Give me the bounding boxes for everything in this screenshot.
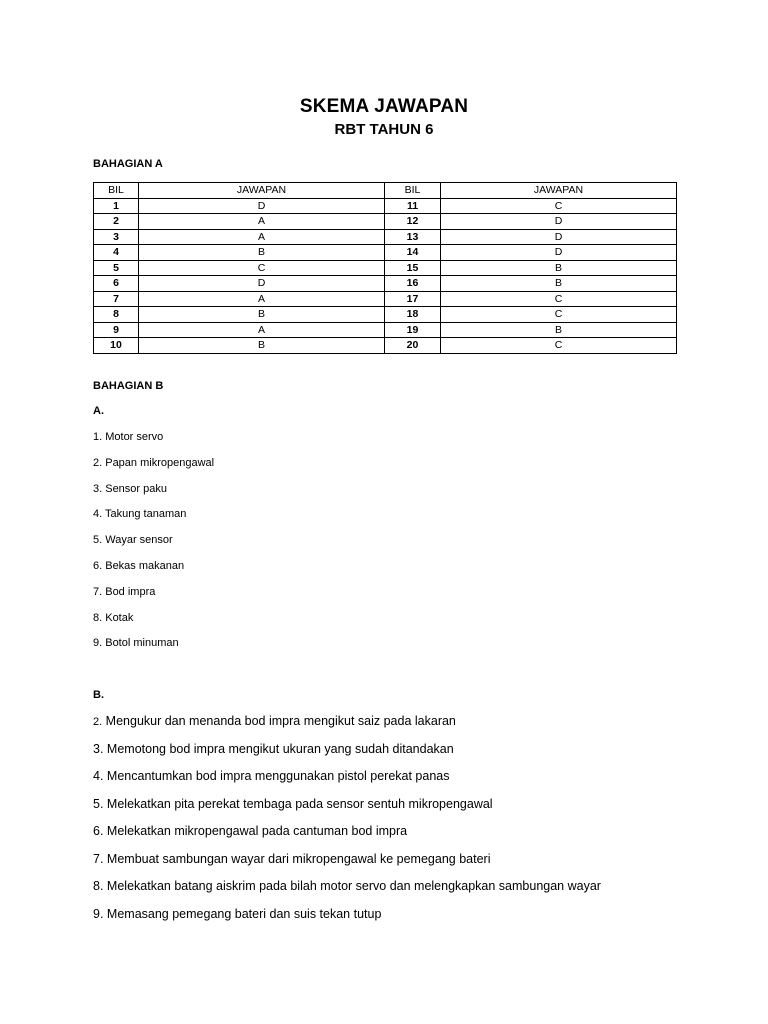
table-row: [94, 307, 677, 323]
list-item: 3. Sensor paku: [93, 482, 167, 495]
bil-cell: 13: [385, 229, 441, 245]
list-item: [93, 768, 601, 796]
bil-cell: 2: [94, 214, 139, 230]
part-a-label: A.: [93, 405, 104, 417]
list-item: [93, 713, 601, 741]
table-row: [94, 322, 677, 338]
answer-cell: C: [441, 307, 677, 323]
list-item: [93, 796, 601, 824]
table-row: [94, 229, 677, 245]
section-b-label: BAHAGIAN B: [93, 380, 164, 392]
list-item: 7. Bod impra: [93, 585, 156, 598]
answer-cell: B: [441, 322, 677, 338]
bil-cell: 17: [385, 291, 441, 307]
step-number: 9.: [93, 906, 104, 921]
bil-cell: 8: [94, 307, 139, 323]
list-item: 6. Bekas makanan: [93, 559, 185, 572]
step-text: Melekatkan mikropengawal pada cantuman bod impra: [106, 824, 408, 838]
bil-cell: 16: [385, 276, 441, 292]
step-text: Mencantumkan bod impra menggunakan pistol perekat panas: [106, 769, 450, 783]
table-row: [94, 276, 677, 292]
table-row: [94, 214, 677, 230]
step-number: 5.: [93, 796, 104, 811]
header-bil-2: BIL: [385, 183, 441, 199]
answer-cell: B: [441, 260, 677, 276]
answer-cell: B: [139, 307, 385, 323]
answer-cell: C: [441, 291, 677, 307]
table-row: [94, 291, 677, 307]
list-item: 5. Wayar sensor: [93, 534, 173, 547]
list-item: [93, 823, 601, 851]
step-number: 4.: [93, 769, 104, 783]
bil-cell: 6: [94, 276, 139, 292]
bil-cell: 7: [94, 291, 139, 307]
bil-cell: 3: [94, 229, 139, 245]
answer-cell: A: [139, 322, 385, 338]
step-number: 8.: [93, 879, 104, 893]
part-b-list: [93, 713, 601, 933]
answer-cell: C: [441, 198, 677, 214]
step-number: 2.: [93, 716, 103, 728]
answer-cell: C: [139, 260, 385, 276]
section-a-label: BAHAGIAN A: [93, 158, 163, 170]
answer-cell: A: [139, 214, 385, 230]
answer-cell: D: [139, 198, 385, 214]
bil-cell: 15: [385, 260, 441, 276]
table-row: [94, 338, 677, 354]
bil-cell: 4: [94, 245, 139, 261]
step-text: Melekatkan batang aiskrim pada bilah motor servo dan melengkapkan sambungan wayar: [106, 879, 601, 893]
step-number: 6.: [93, 824, 104, 838]
answer-table: [93, 182, 677, 354]
list-item: 1. Motor servo: [93, 431, 164, 443]
page-title: SKEMA JAWAPAN: [299, 96, 469, 117]
bil-cell: 11: [385, 198, 441, 214]
table-header-row: [94, 183, 677, 199]
page-subtitle: RBT TAHUN 6: [334, 121, 434, 138]
bil-cell: 19: [385, 322, 441, 338]
answer-cell: D: [139, 276, 385, 292]
list-item: 2. Papan mikropengawal: [93, 456, 215, 469]
answer-cell: B: [139, 338, 385, 354]
answer-cell: A: [139, 229, 385, 245]
bil-cell: 14: [385, 245, 441, 261]
answer-cell: B: [139, 245, 385, 261]
table-row: [94, 245, 677, 261]
step-text: Melekatkan pita perekat tembaga pada sensor sentuh mikropengawal: [106, 796, 493, 811]
answer-cell: D: [441, 214, 677, 230]
answer-cell: B: [441, 276, 677, 292]
step-text: Mengukur dan menanda bod impra mengikut saiz pada lakaran: [105, 714, 456, 728]
step-number: 7.: [93, 851, 104, 866]
header-bil-1: BIL: [94, 183, 139, 199]
bil-cell: 5: [94, 260, 139, 276]
answer-cell: D: [441, 245, 677, 261]
step-text: Memasang pemegang bateri dan suis tekan tutup: [106, 906, 382, 921]
bil-cell: 18: [385, 307, 441, 323]
bil-cell: 9: [94, 322, 139, 338]
answer-cell: A: [139, 291, 385, 307]
bil-cell: 20: [385, 338, 441, 354]
table-row: [94, 198, 677, 214]
answer-cell: D: [441, 229, 677, 245]
bil-cell: 12: [385, 214, 441, 230]
list-item: 8. Kotak: [93, 611, 134, 624]
step-number: 3.: [93, 741, 104, 756]
header-jawapan-2: JAWAPAN: [441, 183, 677, 199]
list-item: [93, 851, 601, 879]
bil-cell: 10: [94, 338, 139, 354]
step-text: Membuat sambungan wayar dari mikropengawal ke pemegang bateri: [106, 851, 491, 866]
answer-cell: C: [441, 338, 677, 354]
list-item: [93, 906, 601, 934]
list-item: 9. Botol minuman: [93, 637, 179, 650]
header-jawapan-1: JAWAPAN: [139, 183, 385, 199]
list-item: [93, 741, 601, 769]
part-a-list: [93, 429, 214, 661]
list-item: [93, 878, 601, 906]
step-text: Memotong bod impra mengikut ukuran yang sudah ditandakan: [106, 741, 454, 756]
part-b-label: B.: [93, 689, 104, 701]
bil-cell: 1: [94, 198, 139, 214]
list-item: 4. Takung tanaman: [93, 508, 187, 521]
table-row: [94, 260, 677, 276]
